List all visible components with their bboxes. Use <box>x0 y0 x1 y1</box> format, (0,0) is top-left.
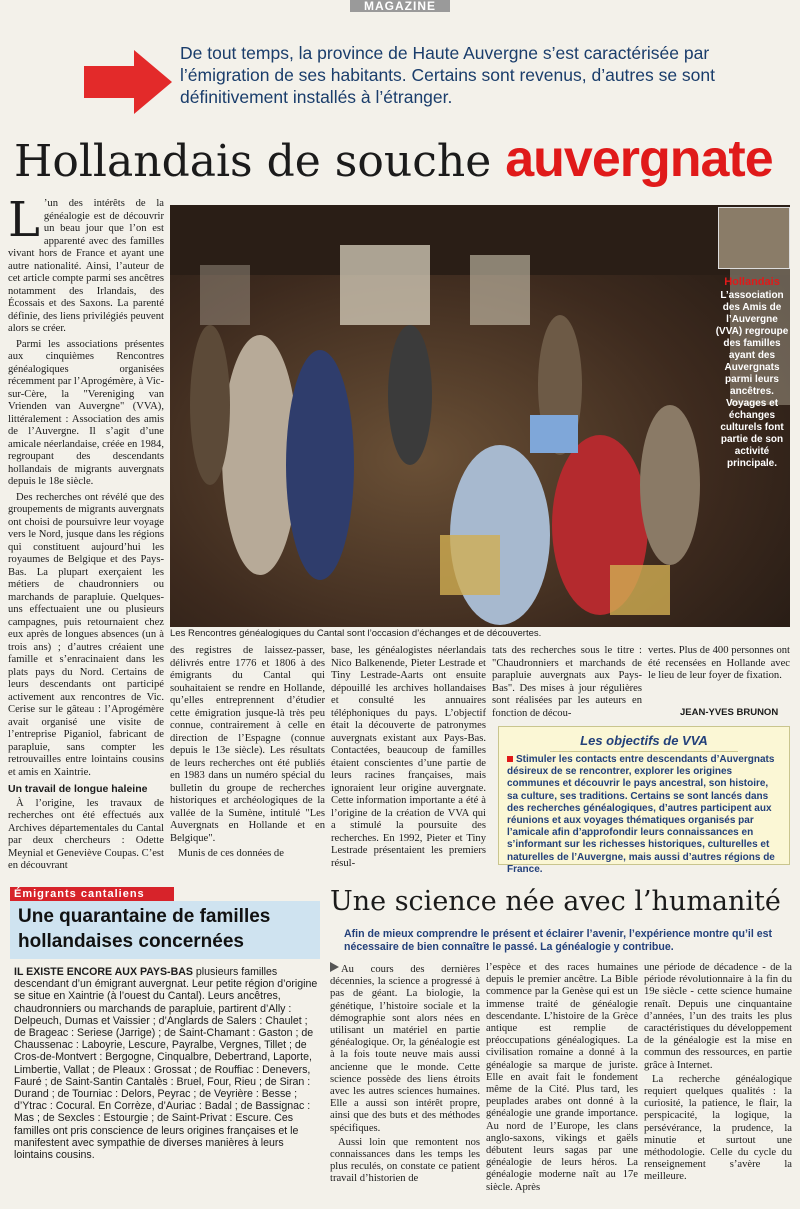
sidebox-title: Hollandais <box>724 276 780 288</box>
article-paragraph: ’un des intérêts de la généalogie est de découvrir un beau jour que l’on est apparenté avec des familles vivant hors de France et ayant une autre nationalité. Ainsi, l’auteur de cet article compte parmi ses ancêtres notamment des Irlandais, des Écossais et des Saxons. La parenté définie, des liens privilégiés peuvent alors se créer. <box>8 198 164 334</box>
emigrants-body <box>14 966 320 1161</box>
drop-cap: L <box>8 198 40 248</box>
article-paragraph: Des recherches ont révélé que des groupements de migrants auvergnats ont choisi de poursuivre leur voyage vers le Nord, jusque dans les régions qui constituent aujourd’hui les royaumes de Belgique et des Pays-Bas. La plupart exerçaient les métiers de chaudronniers ou marchands de parapluie. Quelques-uns effectuaient une ou plusieurs campagnes, puis retournaient chez eux après de longues absences (un à trois ans) ; d’autres créaient une famille et s’enracinaient dans les plats pays du Nord. Certains de leurs descendants ont participé activement aux rencontres de Vic. Cerise sur le gâteau : l’Aprogémère avait organisé une visite de l’entreprise Piganiol, fabricant de parapluie, sans compter les retrouvailles entre lointains cousins et amis en Xaintrie. <box>8 491 164 778</box>
author-signature: JEAN-YVES BRUNON <box>680 707 779 718</box>
science-headline: Une science née avec l’humanité <box>330 886 781 917</box>
headline-main: Hollandais de souche <box>14 136 506 187</box>
science-column-3 <box>644 962 792 1202</box>
photo-caption: Les Rencontres généalogiques du Cantal sont l’occasion d’échanges et de découvertes. <box>170 628 542 639</box>
vva-objectives-box <box>498 726 790 875</box>
science-paragraph: Aussi loin que remontent nos connaissances dans les temps les plus reculés, on constate ce patient travail d’historien de <box>330 1136 480 1185</box>
article-paragraph: des registres de laissez-passer, délivrés entre 1776 et 1806 à des émigrants du Cantal qui souhaitaient se rendre en Hollande, qu’elles entreprennent d’étudier cette émigration jusque-là très peu connue, contrairement à celle en direction de l’Espagne (connue depuis le 13e siècle). Les résultats de leurs recherches ont été publiés en 1983 dans un numéro spécial du bulletin du groupe de recherches historiques et archéologiques de la vallée de la Sumène, intitulé "Les Auvergnats en Hollande et en Belgique". <box>170 645 325 844</box>
photo-sidebox <box>714 276 790 470</box>
article-column-1 <box>8 198 164 886</box>
article-paragraph: tats des recherches sous le titre : "Chaudronniers et marchands de parapluie auvergnats aux Pays-Bas". Des mises à jour régulières sont réalisées par les auteurs en fonction de décou- <box>492 645 642 719</box>
headline <box>14 124 794 194</box>
article-paragraph: Parmi les associations présentes aux cinquièmes Rencontres généalogiques organisées récemment par l’Aprogémère, à Vic-sur-Cère, la "Vereniging van Vrienden van Auvergne" (VVA), littéralement : Association des amis de l’Auvergne. Il s’agit d’une amicale néerlandaise, créée en 1984, regroupant des descendants hollandais de migrants auvergnats depuis le 18e siècle. <box>8 338 164 487</box>
science-paragraph: Au cours des dernières décennies, la science a progressé à pas de géant. La biologie, la génétique, l’histoire sociale et la démographie sont alors nées en utilisant un matériel en partie généalogique. Or, la généalogie est à la fois toute neuve mais aussi ancienne que le monde. Cette science possède des liens étroits avec les autres sciences humaines. Elle a aussi son intérêt propre, ainsi que des buts et des méthodes spécifiques. <box>330 964 480 1134</box>
science-intro: Afin de mieux comprendre le présent et éclairer l’avenir, l’expérience montre qu’il est nécessaire de bien connaître le passé. La généalogie y contribue. <box>344 928 773 953</box>
article-column-5 <box>648 645 790 705</box>
science-paragraph: La recherche généalogique requiert quelques qualités : la curiosité, la patience, le flair, la perspicacité, la logique, la persévérance, la prudence, la minutie et surtout une méthodologie. Celle du cycle du renseignement s’avère la meilleure. <box>644 1073 792 1183</box>
intro-lede: De tout temps, la province de Haute Auvergne s’est caractérisée par l’émigration de ses habitants. Certains sont revenus, d’autres se sont définitivement installés à l’étranger. <box>180 43 716 107</box>
article-paragraph: vertes. Plus de 400 personnes ont été recensées en Hollande avec le lieu de leur foyer de fixation. <box>648 645 790 681</box>
vva-text: Stimuler les contacts entre descendants d’Auvergnats désireux de se rencontrer, explorer les origines communes et découvrir le pays ancestral, son histoire, sa culture, ses traditions. Certains se sont lancés dans des recherches généalogiques, d’autres participent aux réunions et aux voyages thématiques organisés par l’amicale afin d’approfondir leurs connaissances en s’informant sur les richesses historiques, culturelles et naturelles de l’Auvergne, mais aussi d’autres régions de France. <box>507 754 775 875</box>
emigrants-headline: Une quarantaine de familles hollandaises concernées <box>18 906 271 952</box>
headline-accent: auvergnate <box>505 130 773 188</box>
inset-photo <box>718 207 790 269</box>
arrow-right-icon <box>330 962 339 972</box>
emigrants-tag: Émigrants cantaliens <box>10 887 174 901</box>
section-label: MAGAZINE <box>350 0 450 12</box>
article-paragraph: base, les généalogistes néerlandais Nico Balkenende, Pieter Lestrade et Tiny Lestrade-Aarts ont ensuite dépouillé les archives hollandaises et consulté les annuaires téléphoniques du pays. L’objectif était la découverte de patronymes auvergnats existant aux Pays-Bas. Contactées, beaucoup de familles étaient conscientes d’une partie de leurs racines françaises, mais ignoraient leur origine auvergnate. Cette information importante a été à l’origine de la création de VVA qui a stimulé la poursuite des recherches. En 1992, Pieter et Tiny Lestrade présentaient les premiers résul- <box>331 645 486 869</box>
science-paragraph: l’espèce et des races humaines depuis le premier ancêtre. La Bible commence par la Genèse qui est un immense traité de généalogie descendante. L’histoire de la Grèce antique est remplie de préoccupations généalogiques. La civilisation romaine a donné à la généalogie sa marque de juriste. Elle en avait fait le fondement même de la Cité. Plus tard, les peuplades arabes ont donné à la généalogie une grande importance. Au nord de l’Europe, les clans anglo-saxons, vikings et gaëls débutent leurs sagas par une généalogie de leurs héros. La généalogie moderne naît au 17e siècle. Après <box>486 962 638 1193</box>
sidebox-text: L’association des Amis de l’Auvergne (VVA) regroupe des familles ayant des Auvergnats parmi leurs ancêtres. Voyages et échanges culturels font partie de son activité principale. <box>715 290 789 469</box>
article-paragraph: Munis de ces données de <box>178 848 284 859</box>
event-photo <box>170 205 790 627</box>
arrow-icon <box>82 44 174 120</box>
science-column-1 <box>330 962 480 1202</box>
emigrants-text: plusieurs familles descendant d’un émigrant auvergnat. Leur petite région d’origine se situe en Xaintrie (à l’ouest du Cantal). Leurs ancêtres, chaudronniers ou marchands de parapluie, partirent d’Ally : Delpeuch, Dumas et Vaissier ; d’Anglards de Salers : Chaulet ; de Brageac : Seriese (Jarrige) ; de Saint-Chamant : Gaston ; de Chaussenac : Laboyrie, Lescure, Payralbe, Vergnes, Tillet ; de Cros-de-Montvert : Bergogne, Cinqualbre, Debertrand, Laporte, Limbertie, Vallat ; de Pleaux : Grossat ; de Rouffiac : Denevers, Fauré ; de Saint-Santin Cantalès : Bruel, Four, Rieu ; de Siran : Durand ; de Tourniac : Delors, Peyrac ; de Veyrière : Besse ; d’Ytrac : Cocural. En Corrèze, d’Auriac : Badal ; de Bassignac : Mas ; de Sexcles : Estourgie ; de Saint-Privat : Escure. Ces familles ont pris conscience de leurs origines françaises et le manifestent avec sympathie de diverses manières à leurs lointains cousins. <box>14 966 318 1162</box>
bullet-square-icon <box>507 756 513 762</box>
science-column-2 <box>486 962 638 1202</box>
article-subhead: Un travail de longue haleine <box>8 783 148 795</box>
emigrants-lead: IL EXISTE ENCORE AUX PAYS-BAS <box>14 966 193 978</box>
science-paragraph: une période de décadence - de la période révolutionnaire à la fin du 19e siècle - cette science humaine renaît. Depuis une cinquantaine d’années, l’un des traits les plus caractéristiques du développement de la généalogie est la mise en commun des ressources, en partie grâce à Internet. <box>644 962 792 1071</box>
article-column-4 <box>492 645 642 720</box>
article-column-2 <box>170 645 325 885</box>
vva-title: Les objectifs de VVA <box>550 733 738 752</box>
article-paragraph: À l’origine, les travaux de recherches ont été effectués aux Archives départementales du Cantal par deux chercheurs : Odette Meynial et Geneviève Coupas. C’est en découvrant <box>8 797 164 871</box>
article-column-3 <box>331 645 486 885</box>
